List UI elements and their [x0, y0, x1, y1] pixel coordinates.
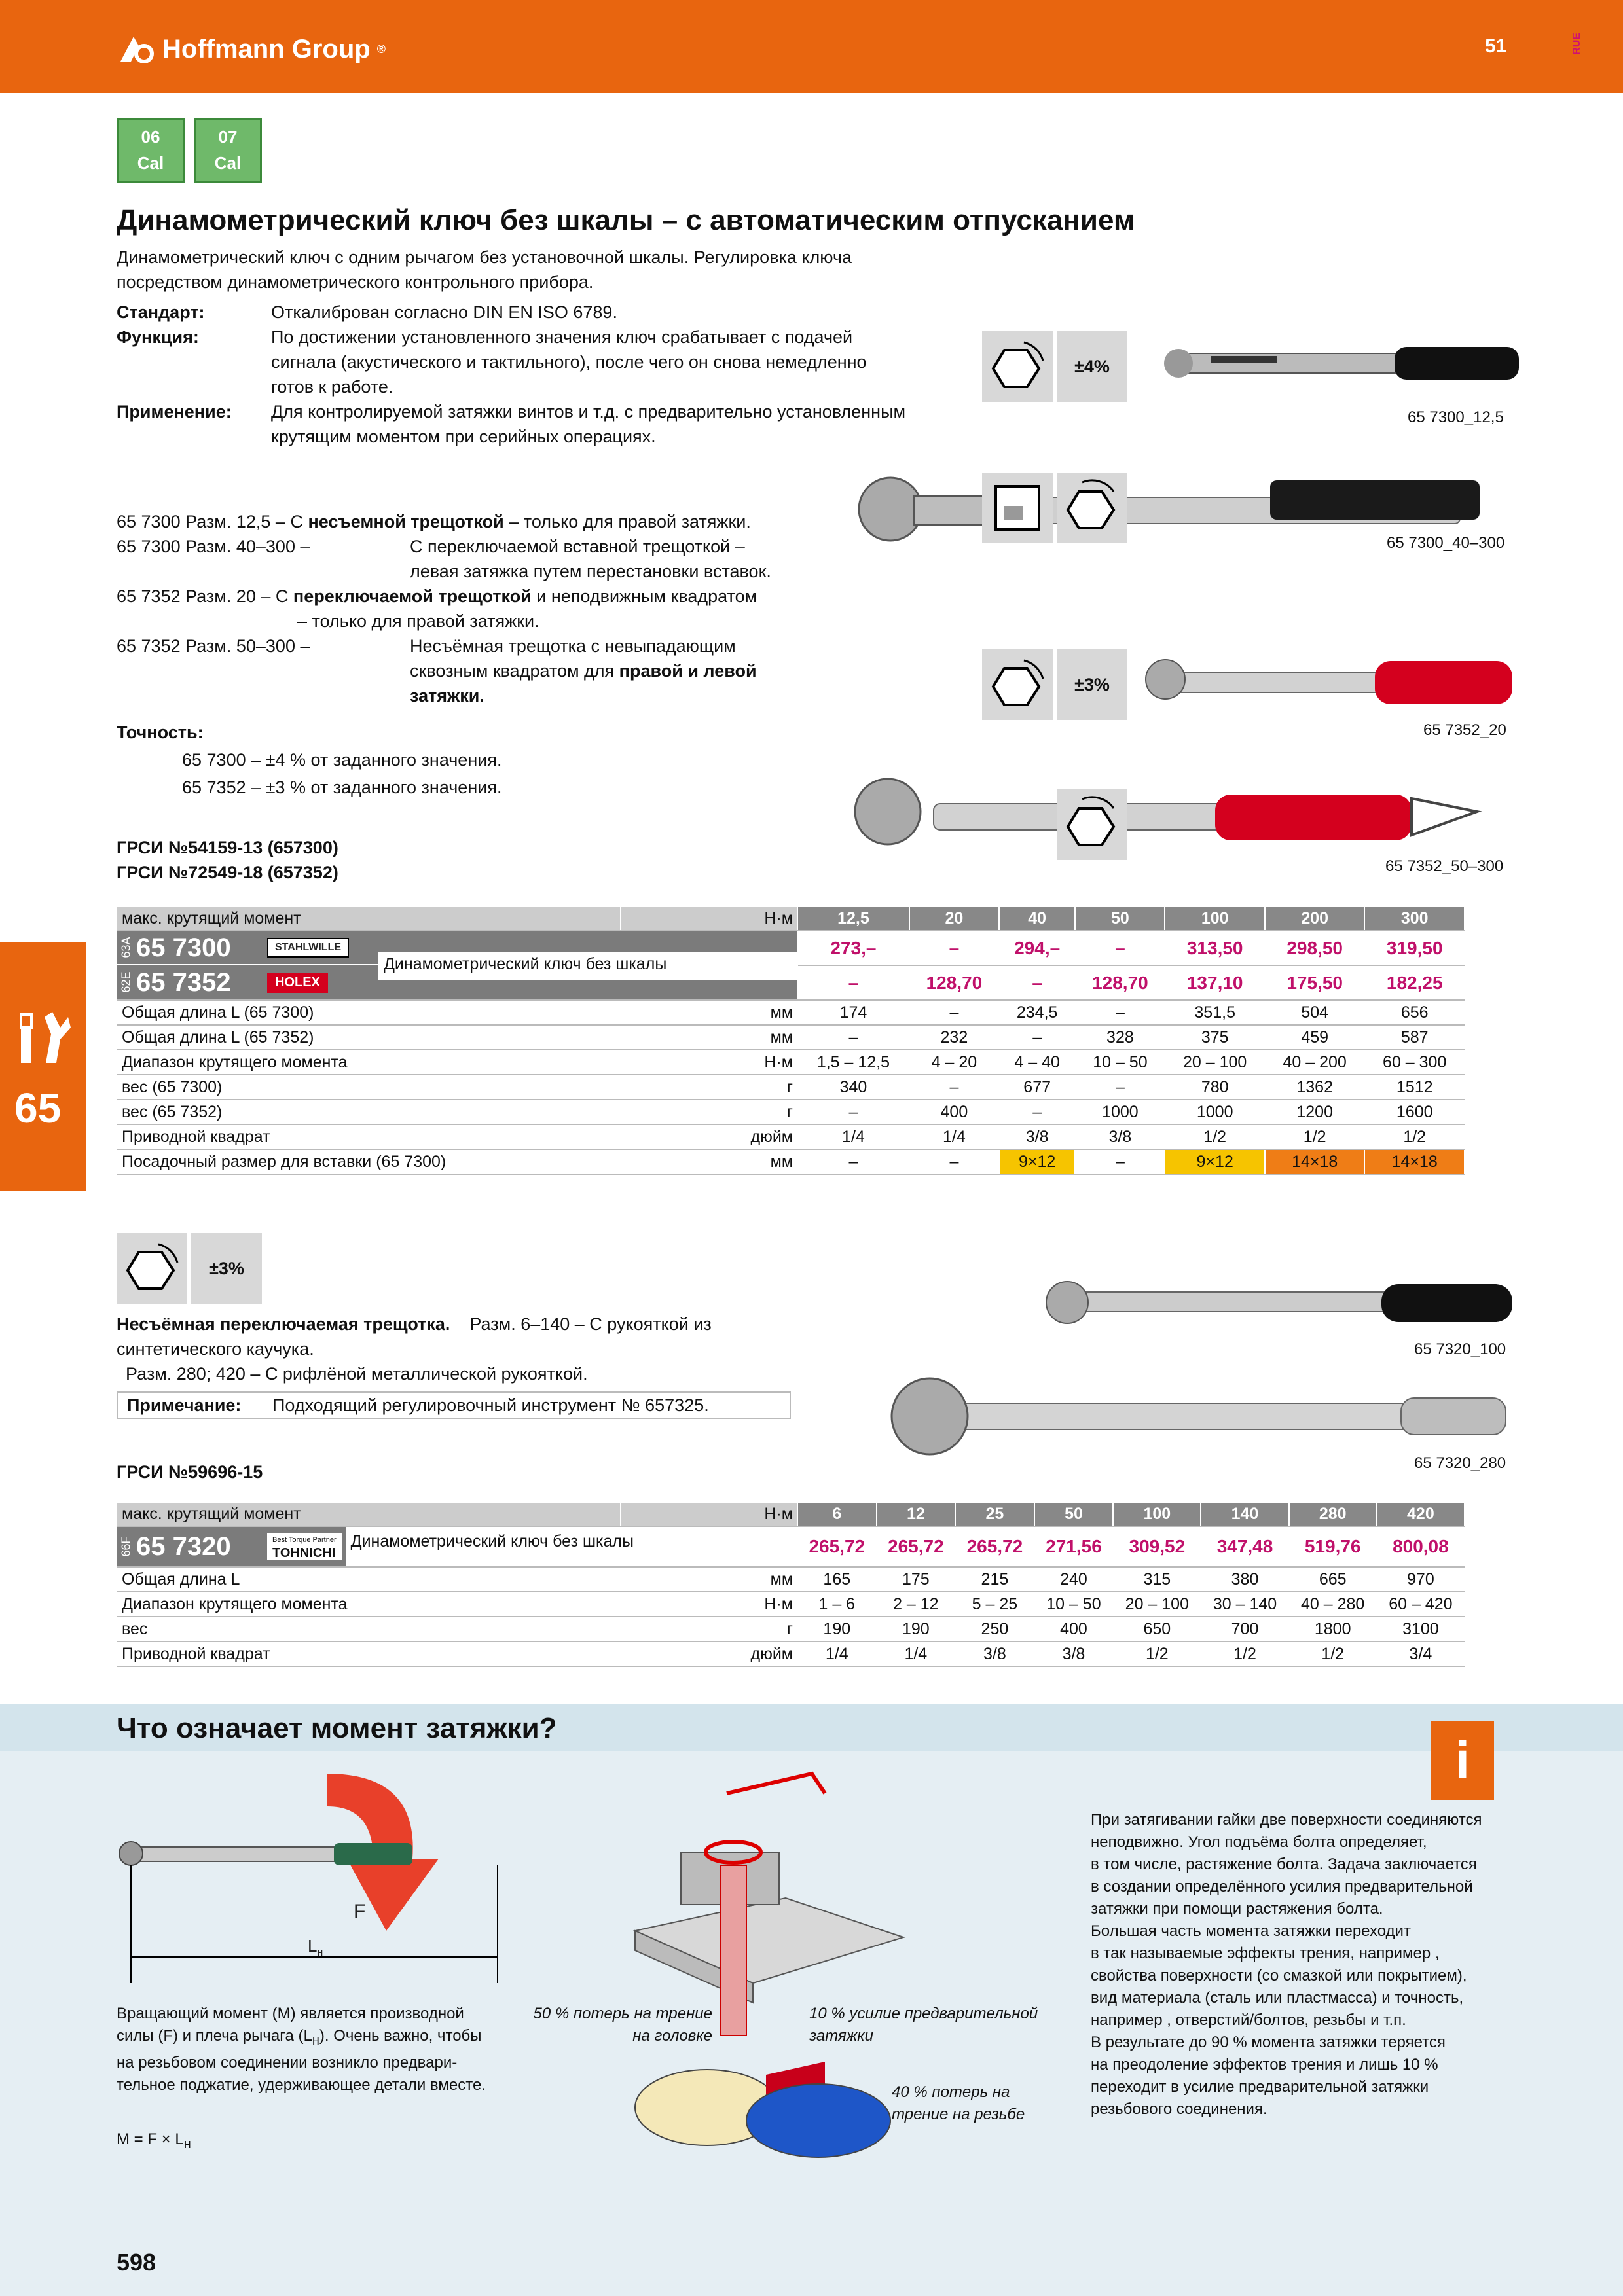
hex-rotate-icon [982, 331, 1053, 402]
label-50-percent: 50 % потерь на трение на головке [533, 2005, 712, 2045]
hex-rotate-icon-2 [1057, 473, 1127, 543]
hex-rotate-icon-4 [1057, 789, 1127, 860]
product-row-657320[interactable]: 66F 65 7320 Best Torque Partner TOHNICHI Динамометрический ключ без шкалы 265,72 265,72 265,72 271,56 309,52 347,48 519,76 800,08 [117, 1526, 1465, 1567]
info-right-text: При затягивании гайки две поверхности соединяются неподвижно. Угол подъёма болта определяет, в том числе, растяжение болта. Задача заключается в создании определённого усилия предварительной затяжки при помощи растяжения болта. Большая часть момента затяжки переходит в так называемые эффекты трения, например , свойства поверхности (со смазкой или покрытием), вид материала (сталь или пластмасса) и точность, например , отверстий/болтов, резьбы и т.п. В результате до 90 % момента затяжки теряется на преодоление эффектов трения и лишь 10 % переходит в усилие предварительной затяжки резьбового соединения. [1091, 1811, 1482, 2118]
accuracy-badge-4: ±4% [1057, 331, 1127, 402]
spec-table-2: макс. крутящий момент Н·м 6 12 25 50 100 140 280 420 66F 65 7320 Best Torque Partner TOHNICHI Динамометрический ключ без шкалы 265,72 265,72 265,72 271,56 309,52 347,48 519,76 800,08 Общая длина L мм 165 175 215 240 315 380 665 970 Диапазон крутящего момента Н·м 1 – 6 2 – 12 5 – 25 10 – 50 20 – 100 30 – 140 40 – 280 60 – 420 вес г 190 190 250 400 650 700 1800 3100 Приводной квадрат дюйм 1/4 1/4 3/8 3/8 1/2 1/2 1/2 3/4 [117, 1503, 1465, 1667]
wrench-657320-280-image [884, 1374, 1512, 1460]
grsi-block-2: ГРСИ №59696-15 [117, 1462, 263, 1482]
wrench-657352-50-image [848, 772, 1510, 857]
cal-badge-07: 07 Cal [194, 118, 262, 183]
hex-rotate-icon-3 [982, 649, 1053, 720]
torque-wrench-diagram [111, 1767, 530, 2003]
product-row-657300[interactable]: 63A 65 7300 STAHLWILLE 62E 65 7352 HOLEX Динамометрический ключ без шкалы 273,– – 294,– – 313,50 298,50 319,50 [117, 931, 1465, 965]
spec-table-1: макс. крутящий момент Н·м 12,5 20 40 50 100 200 300 63A 65 7300 STAHLWILLE 62E 65 7352 HOLEX Динамометрический ключ без шкалы 273,– – 294,– – 313,50 298,50 319,50 – 128,70 – 128,70 137,10 175,50 182,25 Общая длина L (65 7300) мм 174 – 234,5 – 351,5 504 656 Общая длина L (65 7352) мм – 232 – 328 375 459 587 Диапазон крутящего момента Н·м 1,5 – 12,5 4 – 20 4 – 40 10 – 50 20 – 100 40 – 200 60 – 300 вес (65 7300) г 340 – 677 – 780 1362 1512 вес (65 7352) г – 400 – 1000 1000 1200 1600 Приводной квадрат дюйм 1/4 1/4 3/8 3/8 1/2 1/2 1/2 Посадочный размер для вставки (65 7300) мм – – 9×12 – 9×12 14×18 14×18 [117, 907, 1465, 1175]
info-left-text: Вращающий момент (M) является производной силы (F) и плеча рычага $(L_н)$. Очень важно, чтобы на резьбовом соединении возникло предвари- тельное поджатие, удерживающее детали вместе. [117, 2005, 486, 2094]
cal-badge-06: 06 Cal [117, 118, 185, 183]
wrench-657300-40-image [851, 458, 1519, 543]
variants-block: 65 7300 Разм. 12,5 – С несъемной трещоткой – только для правой затяжки. 65 7300 Разм. 40–300 – С переключаемой вставной трещоткой – левая затяжка путем перестановки вставок. 65 7352 Разм. 20 – С переключаемой трещоткой и неподвижным квадратом – только для правой затяжки. 65 7352 Разм. 50–300 – Несъёмная трещотка с невыпадающим сквозным квадратом для правой и левой затяжки. [117, 512, 771, 706]
holex-logo: HOLEX [267, 973, 328, 993]
caption-657300-12: 65 7300_12,5 [1408, 408, 1504, 426]
specs-block: Стандарт: Откалиброван согласно DIN EN ISO 6789. Функция: По достижении установленного значения ключ срабатывает с подачей сигнала (акустического и тактильного), после чего он снова немедленно готов к работе. Применение: Для контролируемой затяжки винтов и т.д. с предварительно установленным крутящим моментом при серийных операциях. [117, 302, 906, 446]
page-number-top: 51 [1485, 35, 1507, 57]
brand-name: Hoffmann Group [162, 34, 371, 63]
table-row: Общая длина L мм 165 175 215 240 315 380 665 970 [117, 1567, 1465, 1592]
page-number-bottom: 598 [117, 2249, 156, 2276]
accuracy-badge-3b: ±3% [191, 1233, 262, 1304]
table-row: вес (65 7352) г – 400 – 1000 1000 1200 1600 [117, 1100, 1465, 1124]
product-row-657352[interactable]: – 128,70 – 128,70 137,10 175,50 182,25 [117, 965, 1465, 1000]
label-10-percent: 10 % усилие предварительной затяжки [809, 2005, 1038, 2045]
caption-657300-40: 65 7300_40–300 [1387, 534, 1505, 552]
table-row: Приводной квадрат дюйм 1/4 1/4 3/8 3/8 1/2 1/2 1/2 [117, 1124, 1465, 1149]
table-row: вес г 190 190 250 400 650 700 1800 3100 [117, 1617, 1465, 1641]
note-box: Примечание: Подходящий регулировочный инструмент № 657325. [117, 1391, 791, 1419]
caption-657352-50: 65 7352_50–300 [1385, 857, 1504, 875]
grsi-block-1: ГРСИ №54159-13 (657300) ГРСИ №72549-18 (657352) [117, 838, 338, 882]
language-code: RUE [1571, 33, 1582, 55]
info-title: Что означает момент затяжки? [117, 1712, 557, 1744]
svg-text:Lн: $L_н$ [308, 1936, 323, 1958]
section-side-tab[interactable]: 65 [0, 942, 86, 1191]
table-row: Общая длина L (65 7300) мм 174 – 234,5 – 351,5 504 656 [117, 1000, 1465, 1025]
intro-text: Динамометрический ключ с одним рычагом без установочной шкалы. Регулировка ключа посредством динамометрического контрольного прибора. [117, 247, 852, 292]
table-row: Приводной квадрат дюйм 1/4 1/4 3/8 3/8 1/2 1/2 1/2 3/4 [117, 1641, 1465, 1666]
caption-657320-280: 65 7320_280 [1414, 1454, 1506, 1472]
wrench-657300-12-image [1159, 327, 1525, 399]
table-row: Диапазон крутящего момента Н·м 1 – 6 2 – 12 5 – 25 10 – 50 20 – 100 30 – 140 40 – 280 60 – 420 [117, 1592, 1465, 1617]
bolt-friction-diagram [629, 1767, 930, 2173]
label-40-percent: 40 % потерь на трение на резьбе [892, 2083, 1025, 2123]
tools-icon [14, 1008, 73, 1067]
table-row: Общая длина L (65 7352) мм – 232 – 328 375 459 587 [117, 1025, 1465, 1050]
accuracy-badge-3: ±3% [1057, 649, 1127, 720]
square-drive-icon [982, 473, 1053, 543]
svg-text:F: F [354, 1901, 366, 1922]
tohnichi-logo: Best Torque Partner TOHNICHI [267, 1533, 342, 1560]
brand-logo[interactable]: Hoffmann Group ® [117, 33, 386, 65]
wrench-657320-100-image [1041, 1270, 1519, 1335]
hex-rotate-icon-5 [117, 1233, 187, 1304]
formula: $M = F \times L_н$ [117, 2130, 191, 2151]
stahlwille-logo: STAHLWILLE [267, 938, 349, 958]
table-row: вес (65 7300) г 340 – 677 – 780 1362 1512 [117, 1075, 1465, 1100]
info-icon: i [1431, 1721, 1494, 1800]
caption-657352-20: 65 7352_20 [1423, 721, 1506, 739]
page-title: Динамометрический ключ без шкалы – с автоматическим отпусканием [117, 204, 1135, 236]
accuracy-block: Точность: 65 7300 – ±4 % от заданного значения. 65 7352 – ±3 % от заданного значения. [117, 723, 502, 797]
caption-657320-100: 65 7320_100 [1414, 1340, 1506, 1358]
table-row: Посадочный размер для вставки (65 7300) мм – – 9×12 – 9×12 14×18 14×18 [117, 1149, 1465, 1174]
ratchet-text: Несъёмная переключаемая трещотка. Разм. 6–140 – С рукояткой из синтетического каучука. Разм. 280; 420 – С рифлёной металлической рукояткой. [117, 1314, 712, 1384]
table-row: Диапазон крутящего момента Н·м 1,5 – 12,5 4 – 20 4 – 40 10 – 50 20 – 100 40 – 200 60 – 300 [117, 1050, 1465, 1075]
wrench-657352-20-image [1139, 648, 1519, 720]
hoffmann-logo-icon [117, 33, 156, 65]
